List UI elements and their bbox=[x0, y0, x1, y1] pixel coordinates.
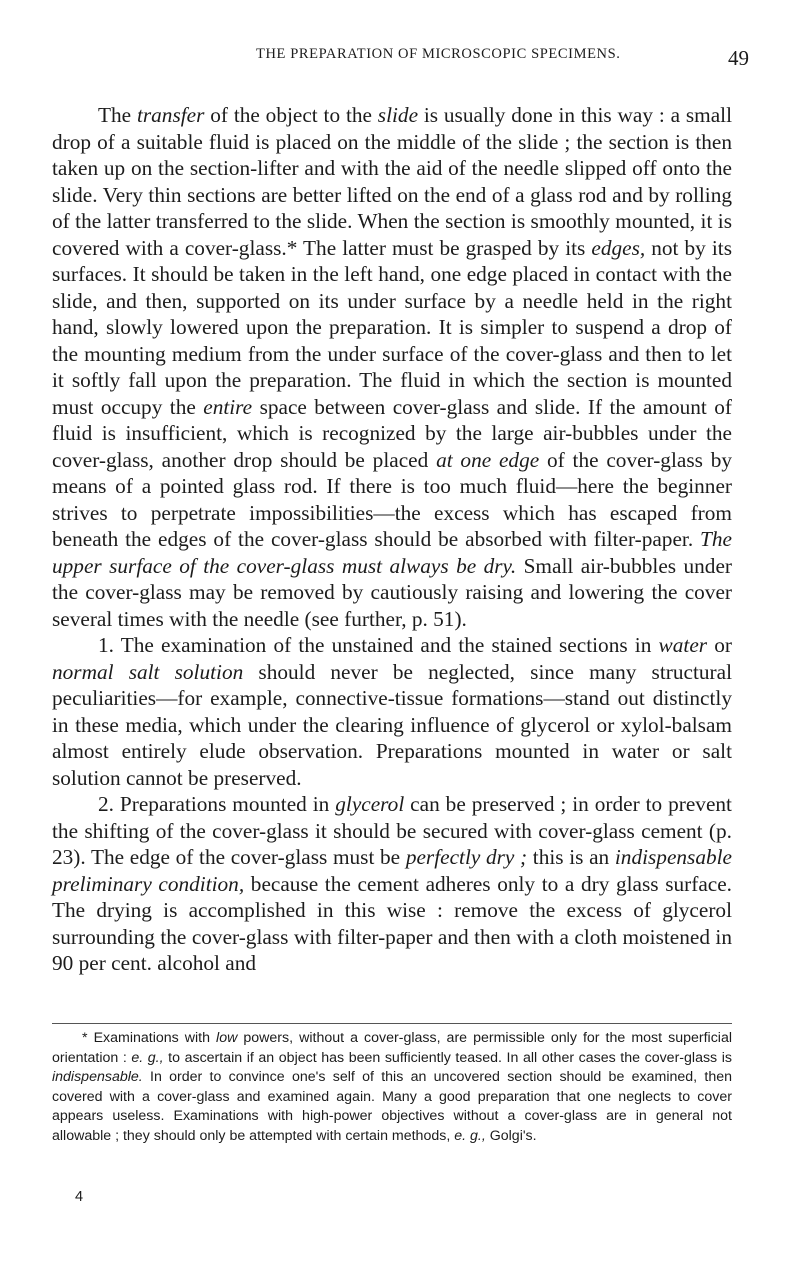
italic-run: indispensable. bbox=[52, 1069, 143, 1085]
text-run: Golgi's. bbox=[485, 1127, 537, 1144]
text-run: this is an bbox=[527, 845, 615, 869]
italic-run: water bbox=[658, 633, 708, 657]
text-run: because the cement adheres only to a dry glass surface. The drying is accomplished in this wise : remove the excess of glycerol surrounding the cover-glass with filter-paper and then with a cloth moistened in 90 per cent. alcohol and bbox=[52, 871, 732, 975]
paragraph-water-mounting bbox=[52, 632, 732, 791]
text-run: 2. Preparations mounted in bbox=[98, 792, 336, 816]
italic-run: glycerol bbox=[335, 792, 405, 816]
italic-run: e. g., bbox=[454, 1127, 486, 1144]
italic-run: entire bbox=[203, 394, 253, 419]
text-run: is usually done in this way : a small drop of a suitable fluid is placed on the middle of the slide ; the section is then taken up on the section-lifter and with the aid of the needle slipped off onto the slide. Very thin sections are better lifted on the end of a glass rod and by rolling of the latter transferred to the slide. When the section is smoothly mounted, it is covered with a cover-glass.* The latter must be grasped by its bbox=[52, 103, 732, 260]
text-run: not by its surfaces. It should be taken in the left hand, one edge placed in contact with the slide, and then, supported on its under surface by a needle held in the right hand, slowly lowered upon the preparation. It is simpler to suspend a drop of the mounting medium from the under surface of the cover-glass and then to let it softly fall upon the preparation. The fluid in which the section is mounted must occupy the bbox=[52, 235, 732, 419]
italic-run: The upper surface of the cover-glass must always be dry. bbox=[52, 527, 732, 578]
italic-run: perfectly dry ; bbox=[405, 845, 528, 869]
italic-run: slide bbox=[377, 103, 419, 127]
italic-run: edges, bbox=[591, 235, 646, 260]
running-head-title: THE PREPARATION OF MICROSCOPIC SPECIMENS. bbox=[256, 46, 621, 62]
main-text bbox=[52, 102, 732, 977]
italic-run: normal salt solution bbox=[52, 659, 244, 684]
text-run: space between cover-glass and slide. If the amount of fluid is insufficient, which is recognized by the large air-bubbles under the cover-glass, another drop should be placed bbox=[52, 394, 732, 472]
text-run: can be preserved ; in order to prevent the shifting of the cover-glass it should be secured with cover-glass cement (p. 23). The edge of the cover-glass must be bbox=[52, 792, 732, 869]
paragraph-transfer bbox=[52, 102, 732, 632]
text-run: * Examinations with bbox=[82, 1030, 217, 1046]
text-run: The bbox=[98, 103, 137, 127]
text-run: powers, without a cover-glass, are permissible only for the most superficial orientation : bbox=[52, 1030, 732, 1066]
footnote-divider bbox=[52, 1023, 732, 1024]
text-run: In order to convince one's self of this an uncovered section should be examined, then covered with a cover-glass and examined again. Many a good preparation that one neglects to cover appears useless. Examinations with high-power objectives without a cover-glass are in general not allowable ; they should only be attempted with certain methods, bbox=[52, 1069, 732, 1144]
running-header bbox=[0, 46, 800, 86]
text-run: of the cover-glass by means of a pointed glass rod. If there is too much fluid—here the beginner strives to perpetrate impossibilities—the excess which has escaped from beneath the edges of the cover-glass should be absorbed with filter-paper. bbox=[52, 447, 732, 551]
text-run: should never be neglected, since many structural peculiarities—for example, connective-tissue formations—stand out distinctly in these media, which under the clearing influence of glycerol or xylol-balsam almost entirely elude observation. Preparations mounted in water or salt solution cannot be preserved. bbox=[52, 659, 732, 790]
text-run: 1. The examination of the unstained and the stained sections in bbox=[98, 633, 659, 657]
footnote-paragraph bbox=[52, 1029, 732, 1146]
italic-run: indispensable preliminary condition, bbox=[52, 845, 732, 896]
text-run: Small air-bubbles under the cover-glass may be removed by cautiously raising and lowering the cover several times with the needle (see further, p. 51). bbox=[52, 553, 732, 631]
footnote bbox=[52, 1029, 732, 1146]
italic-run: e. g., bbox=[131, 1049, 164, 1066]
page-number: 49 bbox=[728, 46, 749, 70]
italic-run: low bbox=[216, 1030, 238, 1046]
italic-run: at one edge bbox=[436, 447, 540, 472]
text-run: of the object to the bbox=[204, 103, 378, 127]
text-run: or bbox=[707, 633, 732, 657]
text-run: to ascertain if an object has been sufficiently teased. In all other cases the cover-glass is bbox=[163, 1049, 732, 1066]
signature-mark: 4 bbox=[75, 1189, 84, 1205]
italic-run: transfer bbox=[136, 103, 205, 127]
paragraph-glycerol-mounting bbox=[52, 791, 732, 977]
